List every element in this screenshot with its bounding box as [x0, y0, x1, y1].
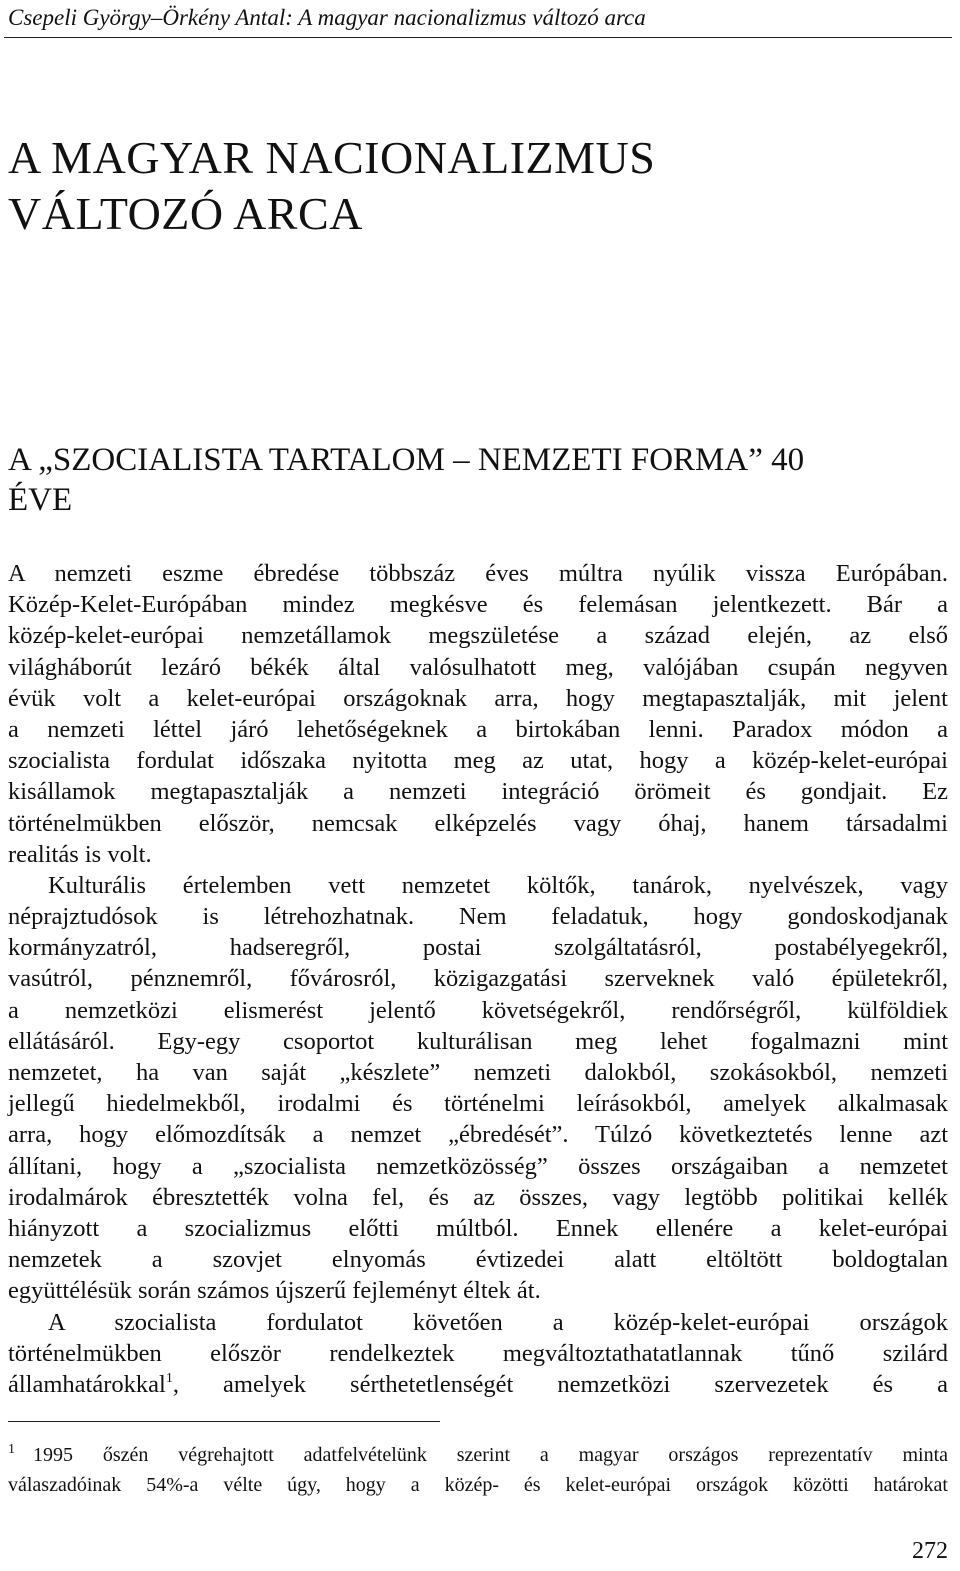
header-rule [4, 37, 952, 38]
body-line: állítani, hogy a „szocialista nemzetközösség” összes országaiban a nemzetet [8, 1152, 948, 1180]
body-line: vasútról, pénznemről, fővárosról, közigazgatási szerveknek való épületekről, [8, 965, 948, 993]
page-title-line: VÁLTOZÓ ARCA [8, 188, 363, 239]
body-line: hiányzott a szocializmus előtti múltból. Ennek ellenére a kelet-európai [8, 1214, 948, 1242]
body-text-segment: , amelyek sérthetetlenségét nemzetközi szervezetek és a [172, 1370, 948, 1398]
body-line: Közép-Kelet-Európában mindez megkésve és felemásan jelentkezett. Bár a [8, 591, 948, 619]
body-line-with-footnote [8, 1369, 948, 1400]
body-text-segment: államhatárokkal [8, 1370, 166, 1398]
body-line: A nemzeti eszme ébredése többszáz éves múltra nyúlik vissza Európában. [8, 560, 948, 587]
section-title [8, 440, 804, 520]
footnote-line [8, 1440, 948, 1470]
page-title-line: A MAGYAR NACIONALIZMUS [8, 132, 656, 183]
body-line: a nemzetközi elismerést jelentő követségekről, rendőrségről, külföldiek [8, 996, 948, 1024]
section-title-line: ÉVE [8, 482, 73, 518]
body-line: kormányzatról, hadseregről, postai szolgáltatásról, postabélyegekről, [8, 934, 948, 962]
body-line: Kulturális értelemben vett nemzetet költők, tanárok, nyelvészek, vagy [48, 871, 948, 899]
body-line: jellegű hiedelmekből, irodalmi és történelmi leírásokból, amelyek alkalmasak [8, 1090, 948, 1118]
body-line: realitás is volt. [8, 840, 152, 868]
body-line: ellátásáról. Egy-egy csoportot kulturálisan meg lehet fogalmazni mint [8, 1027, 948, 1055]
body-line: együttélésük során számos újszerű fejleményt éltek át. [8, 1277, 541, 1305]
footnote-divider [8, 1421, 440, 1422]
footnote [8, 1440, 948, 1500]
body-line: arra, hogy előmozdítsák a nemzet „ébredését”. Túlzó következtetés lenne azt [8, 1121, 948, 1149]
page-number: 272 [912, 1538, 948, 1564]
footnote-reference[interactable]: 1 [165, 1370, 173, 1386]
page-title [8, 130, 655, 242]
body-line: nemzetet, ha van saját „készlete” nemzeti dalokból, szokásokból, nemzeti [8, 1059, 948, 1086]
body-line: kisállamok megtapasztalják a nemzeti integráció örömeit és gondjait. Ez [8, 778, 948, 806]
body-line: évük volt a kelet-európai országoknak arra, hogy megtapasztalják, mit jelent [8, 684, 948, 712]
footnote-line: válaszadóinak 54%-a vélte úgy, hogy a közép- és kelet-európai országok közötti határokat [8, 1474, 948, 1496]
body-line: a nemzeti léttel járó lehetőségeknek a birtokában lenni. Paradox módon a [8, 715, 948, 743]
body-text [8, 558, 948, 1400]
section-title-line: A „SZOCIALISTA TARTALOM – NEMZETI FORMA” 40 [8, 442, 805, 478]
footnote-number: 1 [8, 1442, 15, 1457]
body-line: szocialista fordulat időszaka nyitotta meg az utat, hogy a közép-kelet-európai [8, 747, 948, 775]
body-line: nemzetek a szovjet elnyomás évtizedei alatt eltöltött boldogtalan [8, 1246, 948, 1274]
footnote-text: 1995 őszén végrehajtott adatfelvételünk szerint a magyar országos reprezentatív minta [33, 1444, 948, 1466]
body-line: A szocialista fordulatot követően a közép-kelet-európai országok [48, 1308, 948, 1336]
body-line: néprajztudósok is létrehozhatnak. Nem feladatuk, hogy gondoskodjanak [8, 903, 948, 931]
body-line: közép-kelet-európai nemzetállamok megszületése a század elején, az első [8, 622, 948, 650]
body-line: világháborút lezáró békék által valósulhatott meg, valójában csupán negyven [8, 653, 948, 681]
running-header: Csepeli György–Örkény Antal: A magyar nacionalizmus változó arca [8, 5, 646, 30]
body-line: történelmükben először rendelkeztek megváltoztathatatlannak tűnő szilárd [8, 1339, 948, 1367]
body-line: történelmükben először, nemcsak elképzelés vagy óhaj, hanem társadalmi [8, 809, 948, 837]
body-line: irodalmárok ébresztették volna fel, és az összes, vagy legtöbb politikai kellék [8, 1183, 948, 1211]
